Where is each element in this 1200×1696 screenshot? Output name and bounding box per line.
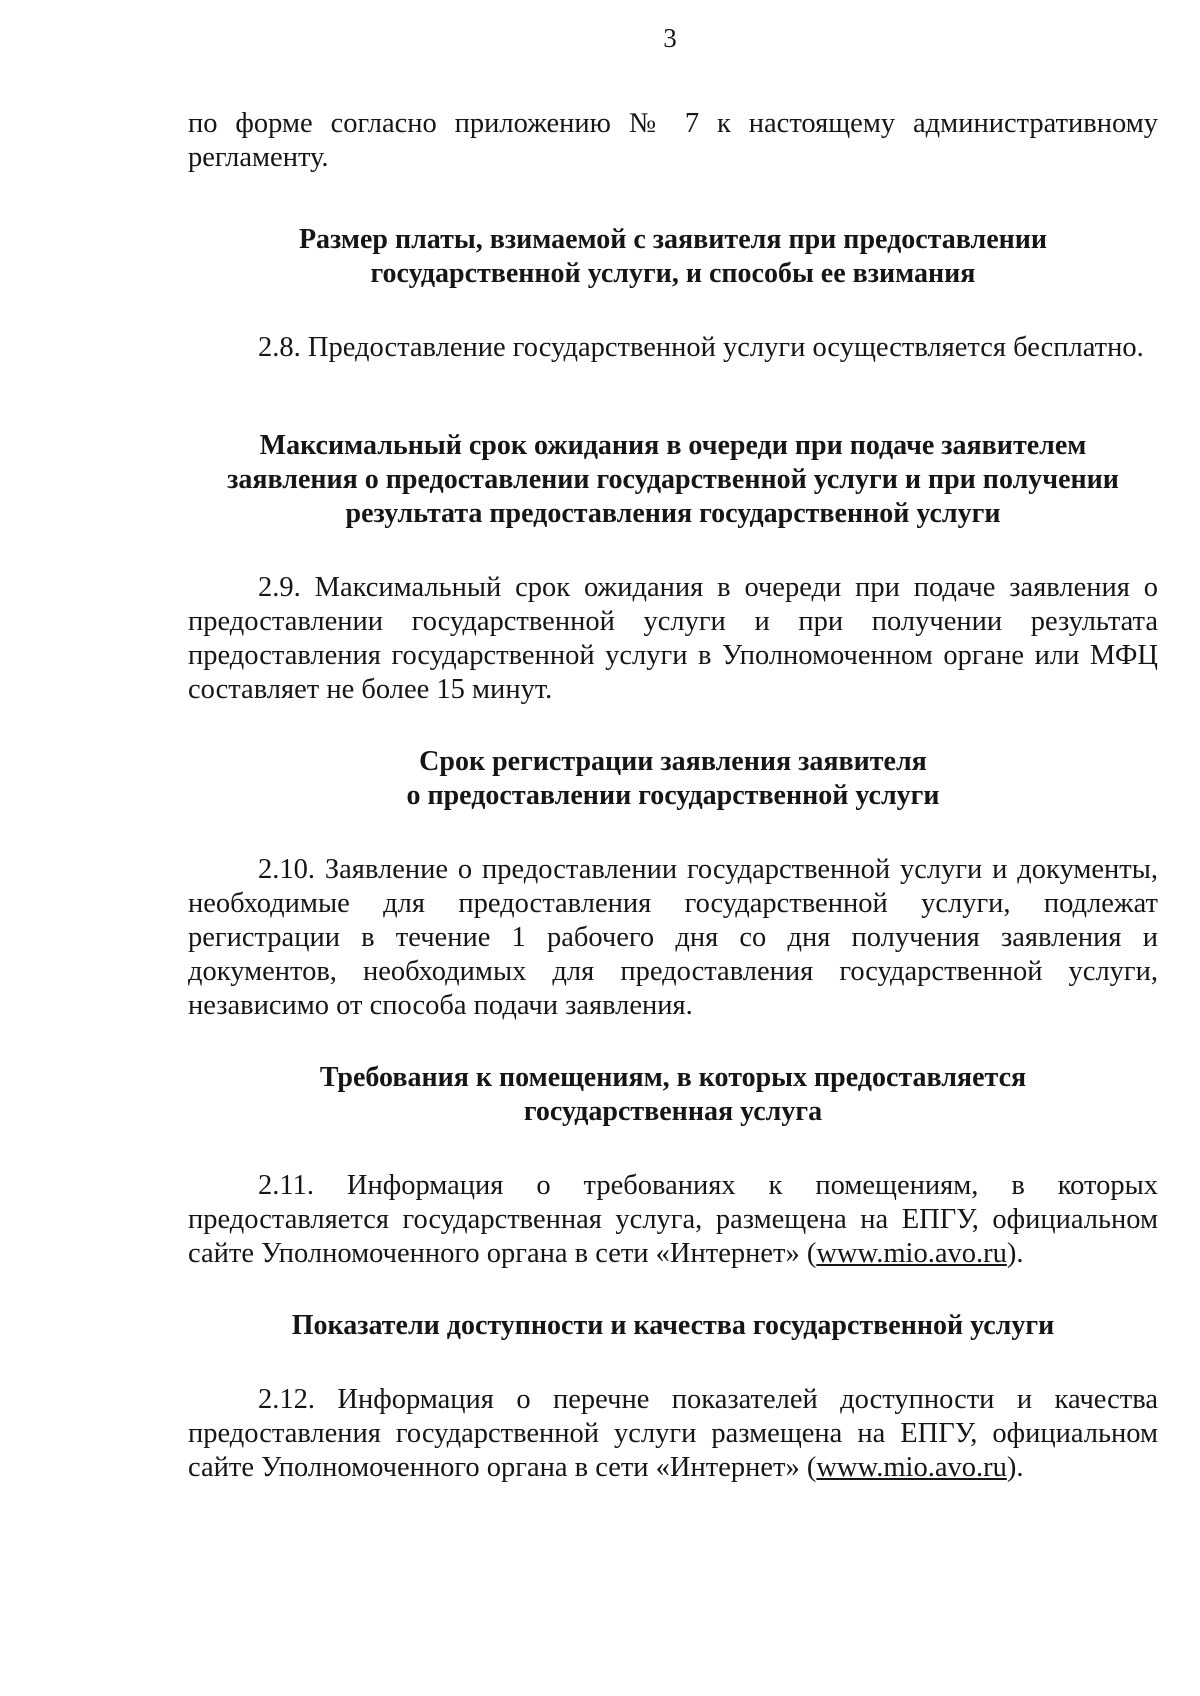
paragraph-2-11-closing: ). (1006, 1238, 1024, 1269)
fee-heading-line-2: государственной услуги, и способы ее взимания (370, 258, 976, 289)
quality-section-heading: Показатели доступности и качества государственной услуги (291, 1310, 1055, 1341)
premises-heading-line-2: государственная услуга (523, 1096, 823, 1127)
registration-heading-line-2: о предоставлении государственной услуги (406, 780, 940, 811)
website-link[interactable]: www.mio.avo.ru (816, 1238, 1007, 1269)
paragraph-2-11-text: 2.11. Информация о требованиях к помещениям, в которых предоставляется государственная услуга, размещена на ЕПГУ, официальном сайте Уполномоченного органа в сети «Интернет» ( (188, 1170, 1158, 1269)
queue-heading-line-3: результата предоставления государственной услуги (345, 498, 1001, 529)
intro-paragraph: по форме согласно приложению № 7 к настоящему административному регламенту. (188, 108, 1158, 173)
paragraph-2-8: 2.8. Предоставление государственной услуги осуществляется бесплатно. (258, 332, 1144, 363)
registration-heading-line-1: Срок регистрации заявления заявителя (419, 746, 927, 777)
paragraph-2-9: 2.9. Максимальный срок ожидания в очереди при подаче заявления о предоставлении государственной услуги и при получении результата предоставления государственной услуги в Уполномоченном органе или МФЦ составляет не более 15 минут. (188, 572, 1158, 705)
fee-heading-line-1: Размер платы, взимаемой с заявителя при предоставлении (298, 224, 1048, 255)
queue-heading-line-1: Максимальный срок ожидания в очереди при подаче заявителем (259, 430, 1087, 461)
queue-section-heading (188, 429, 1158, 531)
paragraph-2-11 (188, 1169, 1158, 1271)
queue-heading-line-2: заявления о предоставлении государственной услуги и при получении (227, 464, 1119, 495)
page-number: 3 (663, 23, 677, 53)
paragraph-2-10: 2.10. Заявление о предоставлении государственной услуги и документы, необходимые для предоставления государственной услуги, подлежат регистрации в течение 1 рабочего дня со дня получения заявления и документов, необходимых для предоставления государственной услуги, независимо от способа подачи заявления. (188, 854, 1158, 1021)
registration-section-heading (188, 745, 1158, 813)
website-link[interactable]: www.mio.avo.ru (816, 1452, 1007, 1483)
paragraph-2-12 (188, 1383, 1158, 1485)
paragraph-2-12-closing: ). (1006, 1452, 1024, 1483)
paragraph-2-12-text: 2.12. Информация о перечне показателей доступности и качества предоставления государственной услуги размещена на ЕПГУ, официальном сайте Уполномоченного органа в сети «Интернет» ( (188, 1384, 1158, 1483)
premises-heading-line-1: Требования к помещениям, в которых предоставляется (319, 1062, 1027, 1093)
fee-section-heading (188, 223, 1158, 291)
document-body (188, 107, 1158, 1485)
premises-section-heading (188, 1061, 1158, 1129)
